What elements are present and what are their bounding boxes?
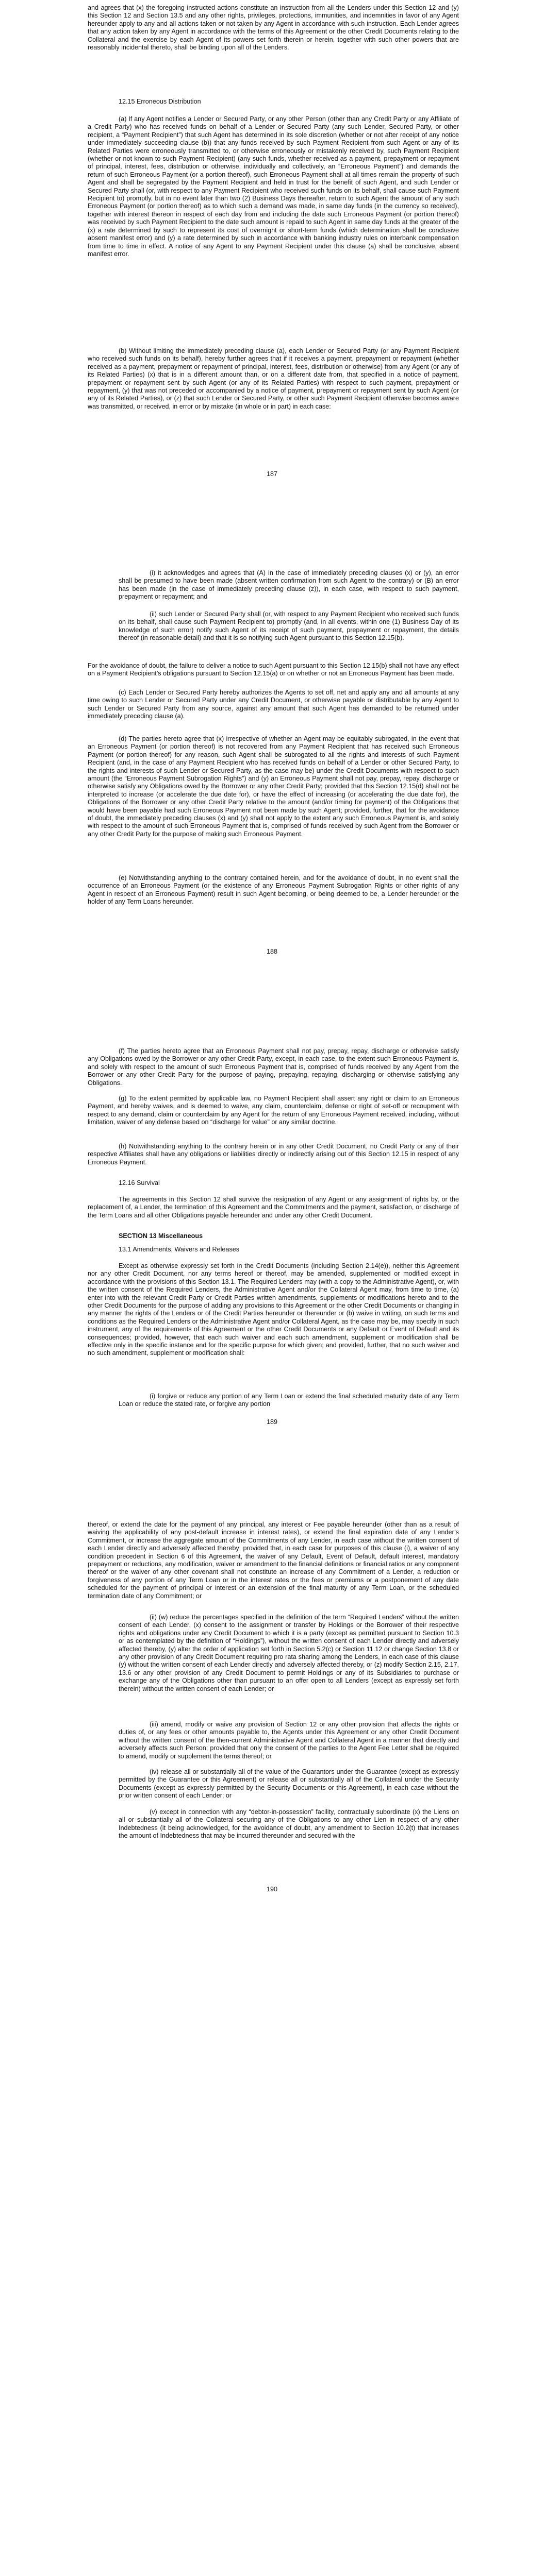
paragraph-12-15-b: (b) Without limiting the immediately preceding clause (a), each Lender or Secured Party (or any Payment Recipient who received such funds on its behalf), hereby further agrees that if it receives a payment, prepayment or repayment (whether received as a payment, prepayment or repayment of principal, interest, fees, distribution or otherwise) from any Agent (or any of its Related Parties) (x) that is in a different amount than, or on a different date from, that specified in a notice of payment, prepayment or repayment sent by such Agent (or any of its Related Parties) with respect to such payment, prepayment or repayment, (y) that was not preceded or accompanied by a notice of payment, prepayment or repayment sent by such Agent (or any of its Related Parties), or (z) that such Lender or Secured Party, or other such Payment Recipient otherwise becomes aware was transmitted, or received, in error or by mistake (in whole or in part) in each case: [88,347,459,410]
paragraph-13-1-iii: (iii) amend, modify or waive any provision of Section 12 or any other provision that affects the rights or duties of, or any fees or other amounts payable to, the Agents under this Agreement or any other Credit Document without the written consent of the then-current Administrative Agent and Collateral Agent in a manner that directly and adversely affects such Person; provided that only the consent of the parties to the Agent Fee Letter shall be required to amend, modify or supplement the terms thereof; or [119,1721,459,1760]
page-number: 190 [266,1886,277,1893]
paragraph-13-1-iv: (iv) release all or substantially all of the value of the Guarantors under the Guarantee (except as expressly permitted by the Guarantee or this Agreement) or release all or substantially all of the Collateral under the Security Documents (except as expressly permitted by the Security Documents or this Agreement), in each case without the prior written consent of each Lender; or [119,1768,459,1800]
paragraph-12-15-c: (c) Each Lender or Secured Party hereby authorizes the Agents to set off, net and apply any and all amounts at any time owing to such Lender or Secured Party under any Credit Document, or otherwise payable or distributable by any Agent to such Lender or Secured Party from any source, against any amount that such Agent has demanded to be returned under immediately preceding clause (a). [88,689,459,720]
paragraph-13-1-i-cont: thereof, or extend the date for the payment of any principal, any interest or Fee payable hereunder (other than as a result of waiving the applicability of any post-default increase in interest rates), or extend the final expiration date of any Lender’s Commitment, or increase the aggregate amount of the Commitments of any Lender, in each case without the written consent of each Lender directly and adversely affected thereby; provided that, in each case for purposes of this clause (i), a waiver of any condition precedent in Section 6 of this Agreement, the waiver of any Default, Event of Default, default interest, mandatory prepayment or reductions, any modification, waiver or amendment to the financial definitions or financial ratios or any component thereof or the waiver of any other covenant shall not constitute an increase of any Commitment of a Lender, a reduction or forgiveness of any portion of any Term Loan or in the interest rates or the fees or premiums or a postponement of any date scheduled for the payment of principal or interest or an extension of the final maturity of any Term Loan, or the scheduled termination date of any Commitment; or [88,1521,459,1600]
paragraph-13-1-ii: (ii) (w) reduce the percentages specified in the definition of the term “Required Lenders” without the written consent of each Lender, (x) consent to the assignment or transfer by Holdings or the Borrower of their respective rights and obligations under any Credit Document to which it is a party (except as permitted pursuant to Section 10.3 or as contemplated by the definition of “Holdings”), without the written consent of each Lender directly and adversely affected thereby, (y) alter the order of application set forth in Section 5.2(c) or Section 11.12 or change Section 13.8 or any other provision of any Credit Document requiring pro rata sharing among the Lenders, in each case of this clause (y) without the written consent of each Lender directly and adversely affected thereby, or (z) modify Section 2.15, 2.17, 13.6 or any other provision of any Credit Document to permit Holdings or any of its Subsidiaries to purchase or exchange any of the Obligations other than pursuant to an offer open to all Lenders (except as expressly set forth therein) without the written consent of each Lender; or [119,1614,459,1692]
paragraph-intro: and agrees that (x) the foregoing instructed actions constitute an instruction from all the Lenders under this Section 12 and (y) this Section 12 and Section 13.5 and any other rights, privileges, protections, immunities, and indemnities in favor of any Agent hereunder apply to any and all actions taken or not taken by any Agent in accordance with such instruction. Each Lender agrees that any action taken by any Agent in accordance with the terms of this Agreement or the other Credit Documents relating to the Collateral and the exercise by each Agent of its powers set forth therein or herein, together with such other powers that are reasonably incidental thereto, shall be binding upon all of the Lenders. [88,4,459,52]
paragraph-12-15-h: (h) Notwithstanding anything to the contrary herein or in any other Credit Document, no Credit Party or any of their respective Affiliates shall have any obligations or liabilities directly or indirectly arising out of this Section 12.15 in respect of any Erroneous Payment. [88,1143,459,1166]
paragraph-survival: The agreements in this Section 12 shall survive the resignation of any Agent or any assignment of rights by, or the replacement of, a Lender, the termination of this Agreement and the Commitments and the payment, satisfaction, or discharge of the Term Loans and all other Obligations payable hereunder and under any other Credit Document. [88,1196,459,1219]
paragraph-avoidance: For the avoidance of doubt, the failure to deliver a notice to such Agent pursuant to this Section 12.15(b) shall not have any effect on a Payment Recipient’s obligations pursuant to Section 12.15(a) or on whether or not an Erroneous Payment has been made. [88,662,459,677]
paragraph-13-1: Except as otherwise expressly set forth in the Credit Documents (including Section 2.14(e)), neither this Agreement nor any other Credit Document, nor any terms hereof or thereof, may be amended, supplemented or modified except in accordance with the provisions of this Section 13.1. The Required Lenders may (with a copy to the Administrative Agent), or, with the written consent of the Required Lenders, the Administrative Agent and/or the Collateral Agent may, from time to time, (a) enter into with the relevant Credit Party or Credit Parties written amendments, supplements or modifications hereto and to the other Credit Documents for the purpose of adding any provisions to this Agreement or the other Credit Documents or changing in any manner the rights of the Lenders or of the Credit Parties hereunder or thereunder or (b) waive in writing, on such terms and conditions as the Required Lenders or the Administrative Agent and/or Collateral Agent, as the case may be, may specify in such instrument, any of the requirements of this Agreement or the other Credit Documents or any Default or Event of Default and its consequences; provided, however, that each such waiver and each such amendment, supplement or modification shall be effective only in the specific instance and for the specific purpose for which given; and provided, further, that no such waiver and no such amendment, supplement or modification shall: [88,1262,459,1357]
page-number: 188 [266,948,277,955]
paragraph-12-15-g: (g) To the extent permitted by applicable law, no Payment Recipient shall assert any right or claim to an Erroneous Payment, and hereby waives, and is deemed to waive, any claim, counterclaim, defense or right of set-off or recoupment with respect to any demand, claim or counterclaim by any Agent for the return of any Erroneous Payment received, including, without limitation, waiver of any defense based on “discharge for value” or any similar doctrine. [88,1095,459,1126]
paragraph-12-15-f: (f) The parties hereto agree that an Erroneous Payment shall not pay, prepay, repay, discharge or otherwise satisfy any Obligations owed by the Borrower or any other Credit Party, except, in each case, to the extent such Erroneous Payment is, and solely with respect to the amount of such Erroneous Payment that is, comprised of funds received by any Agent from the Borrower or any other Credit Party for the purpose of paying, prepaying, repaying, discharging or otherwise satisfying any Obligations. [88,1047,459,1087]
section-title-13: SECTION 13 Miscellaneous [119,1232,203,1240]
section-heading-13-1: 13.1 Amendments, Waivers and Releases [119,1246,240,1253]
paragraph-12-15-b-i: (i) it acknowledges and agrees that (A) in the case of immediately preceding clauses (x) or (y), an error shall be presumed to have been made (absent written confirmation from such Agent to the contrary) or (B) an error has been made (in the case of immediately preceding clause (z)), in each case, with respect to such payment, prepayment or repayment; and [119,569,459,601]
page-number: 189 [266,1418,277,1426]
paragraph-13-1-v: (v) except in connection with any “debtor-in-possession” facility, contractually subordinate (x) the Liens on all or substantially all of the Collateral securing any of the Obligations to any other Lien in respect of any other Indebtedness (it being acknowledged, for the avoidance of doubt, any amendment to Section 10.2(t) that increases the amount of Indebtedness that may be incurred thereunder and secured with the [119,1808,459,1840]
paragraph-12-15-a: (a) If any Agent notifies a Lender or Secured Party, or any other Person (other than any Credit Party or any Affiliate of a Credit Party) who has received funds on behalf of a Lender or Secured Party (any such Lender, Secured Party, or other recipient, a “Payment Recipient”) that such Agent has determined in its sole discretion (whether or not after receipt of any notice under immediately succeeding clause (b)) that any funds received by such Payment Recipient from such Agent or any of its Related Parties were erroneously transmitted to, or otherwise erroneously or mistakenly received by, such Payment Recipient (whether or not known to such Payment Recipient) (any such funds, whether received as a payment, prepayment or repayment of principal, interest, fees, distribution or otherwise, individually and collectively, an “Erroneous Payment”) and demands the return of such Erroneous Payment (or a portion thereof), such Erroneous Payment shall at all times remain the property of such Agent and shall be segregated by the Payment Recipient and held in trust for the benefit of such Agent, and such Lender or Secured Party shall (or, with respect to any Payment Recipient who received such funds on its behalf, shall cause such Payment Recipient to) promptly, but in no event later than two (2) Business Days thereafter, return to such Agent the amount of any such Erroneous Payment (or portion thereof) as to which such a demand was made, in same day funds (in the currency so received), together with interest thereon in respect of each day from and including the date such Erroneous Payment (or portion thereof) was received by such Payment Recipient to the date such amount is repaid to such Agent in same day funds at the greater of the (x) a rate determined by such to represent its cost of overnight or short-term funds (which determination shall be conclusive absent manifest error) and (y) a rate determined by such in accordance with banking industry rules on interbank compensation from time to time in effect. A notice of any Agent to any Payment Recipient under this clause (a) shall be conclusive, absent manifest error. [88,115,459,258]
page-number: 187 [266,470,277,478]
paragraph-13-1-i: (i) forgive or reduce any portion of any Term Loan or extend the final scheduled maturity date of any Term Loan or reduce the stated rate, or forgive any portion [119,1393,459,1408]
paragraph-12-15-e: (e) Notwithstanding anything to the contrary contained herein, and for the avoidance of doubt, in no event shall the occurrence of an Erroneous Payment (or the existence of any Erroneous Payment Subrogation Rights or other rights of any Agent in respect of an Erroneous Payment) result in such Agent becoming, or being deemed to be, a Lender hereunder or the holder of any Term Loans hereunder. [88,874,459,906]
paragraph-12-15-b-ii: (ii) such Lender or Secured Party shall (or, with respect to any Payment Recipient who received such funds on its behalf, shall cause such Payment Recipient to) promptly (and, in all events, within one (1) Business Day of its knowledge of such error) notify such Agent of its receipt of such payment, prepayment or repayment, the details thereof (in reasonable detail) and that it is so notifying such Agent pursuant to this Section 12.15(b). [119,611,459,642]
paragraph-12-15-d: (d) The parties hereto agree that (x) irrespective of whether an Agent may be equitably subrogated, in the event that an Erroneous Payment (or portion thereof) is not recovered from any Payment Recipient that has received such Erroneous Payment (or portion thereof) for any reason, such Agent shall be subrogated to all the rights and interests of such Payment Recipient (and, in the case of any Payment Recipient who has received funds on behalf of a Lender or other Secured Party, to the rights and interests of such Lender or Secured Party, as the case may be) under the Credit Documents with respect to such amount (the “Erroneous Payment Subrogation Rights”) and (y) an Erroneous Payment shall not pay, prepay, repay, discharge or otherwise satisfy any Obligations owed by the Borrower or any other Credit Party; provided that this Section 12.15(d) shall not be interpreted to increase (or accelerate the due date for), or have the effect of increasing (or accelerating the due date for), the Obligations of the Borrower or any other Credit Party relative to the amount (and/or timing for payment) of the Obligations that would have been payable had such Erroneous Payment not been made by such Agent; provided, further, that for the avoidance of doubt, the immediately preceding clauses (x) and (y) shall not apply to the extent any such Erroneous Payment is, and solely with respect to the amount of such Erroneous Payment that is, comprised of funds received by such Agent from the Borrower or any other Credit Party for the purpose of making such Erroneous Payment. [88,735,459,838]
section-heading-12-15: 12.15 Erroneous Distribution [119,98,201,105]
section-heading-12-16: 12.16 Survival [119,1179,160,1187]
